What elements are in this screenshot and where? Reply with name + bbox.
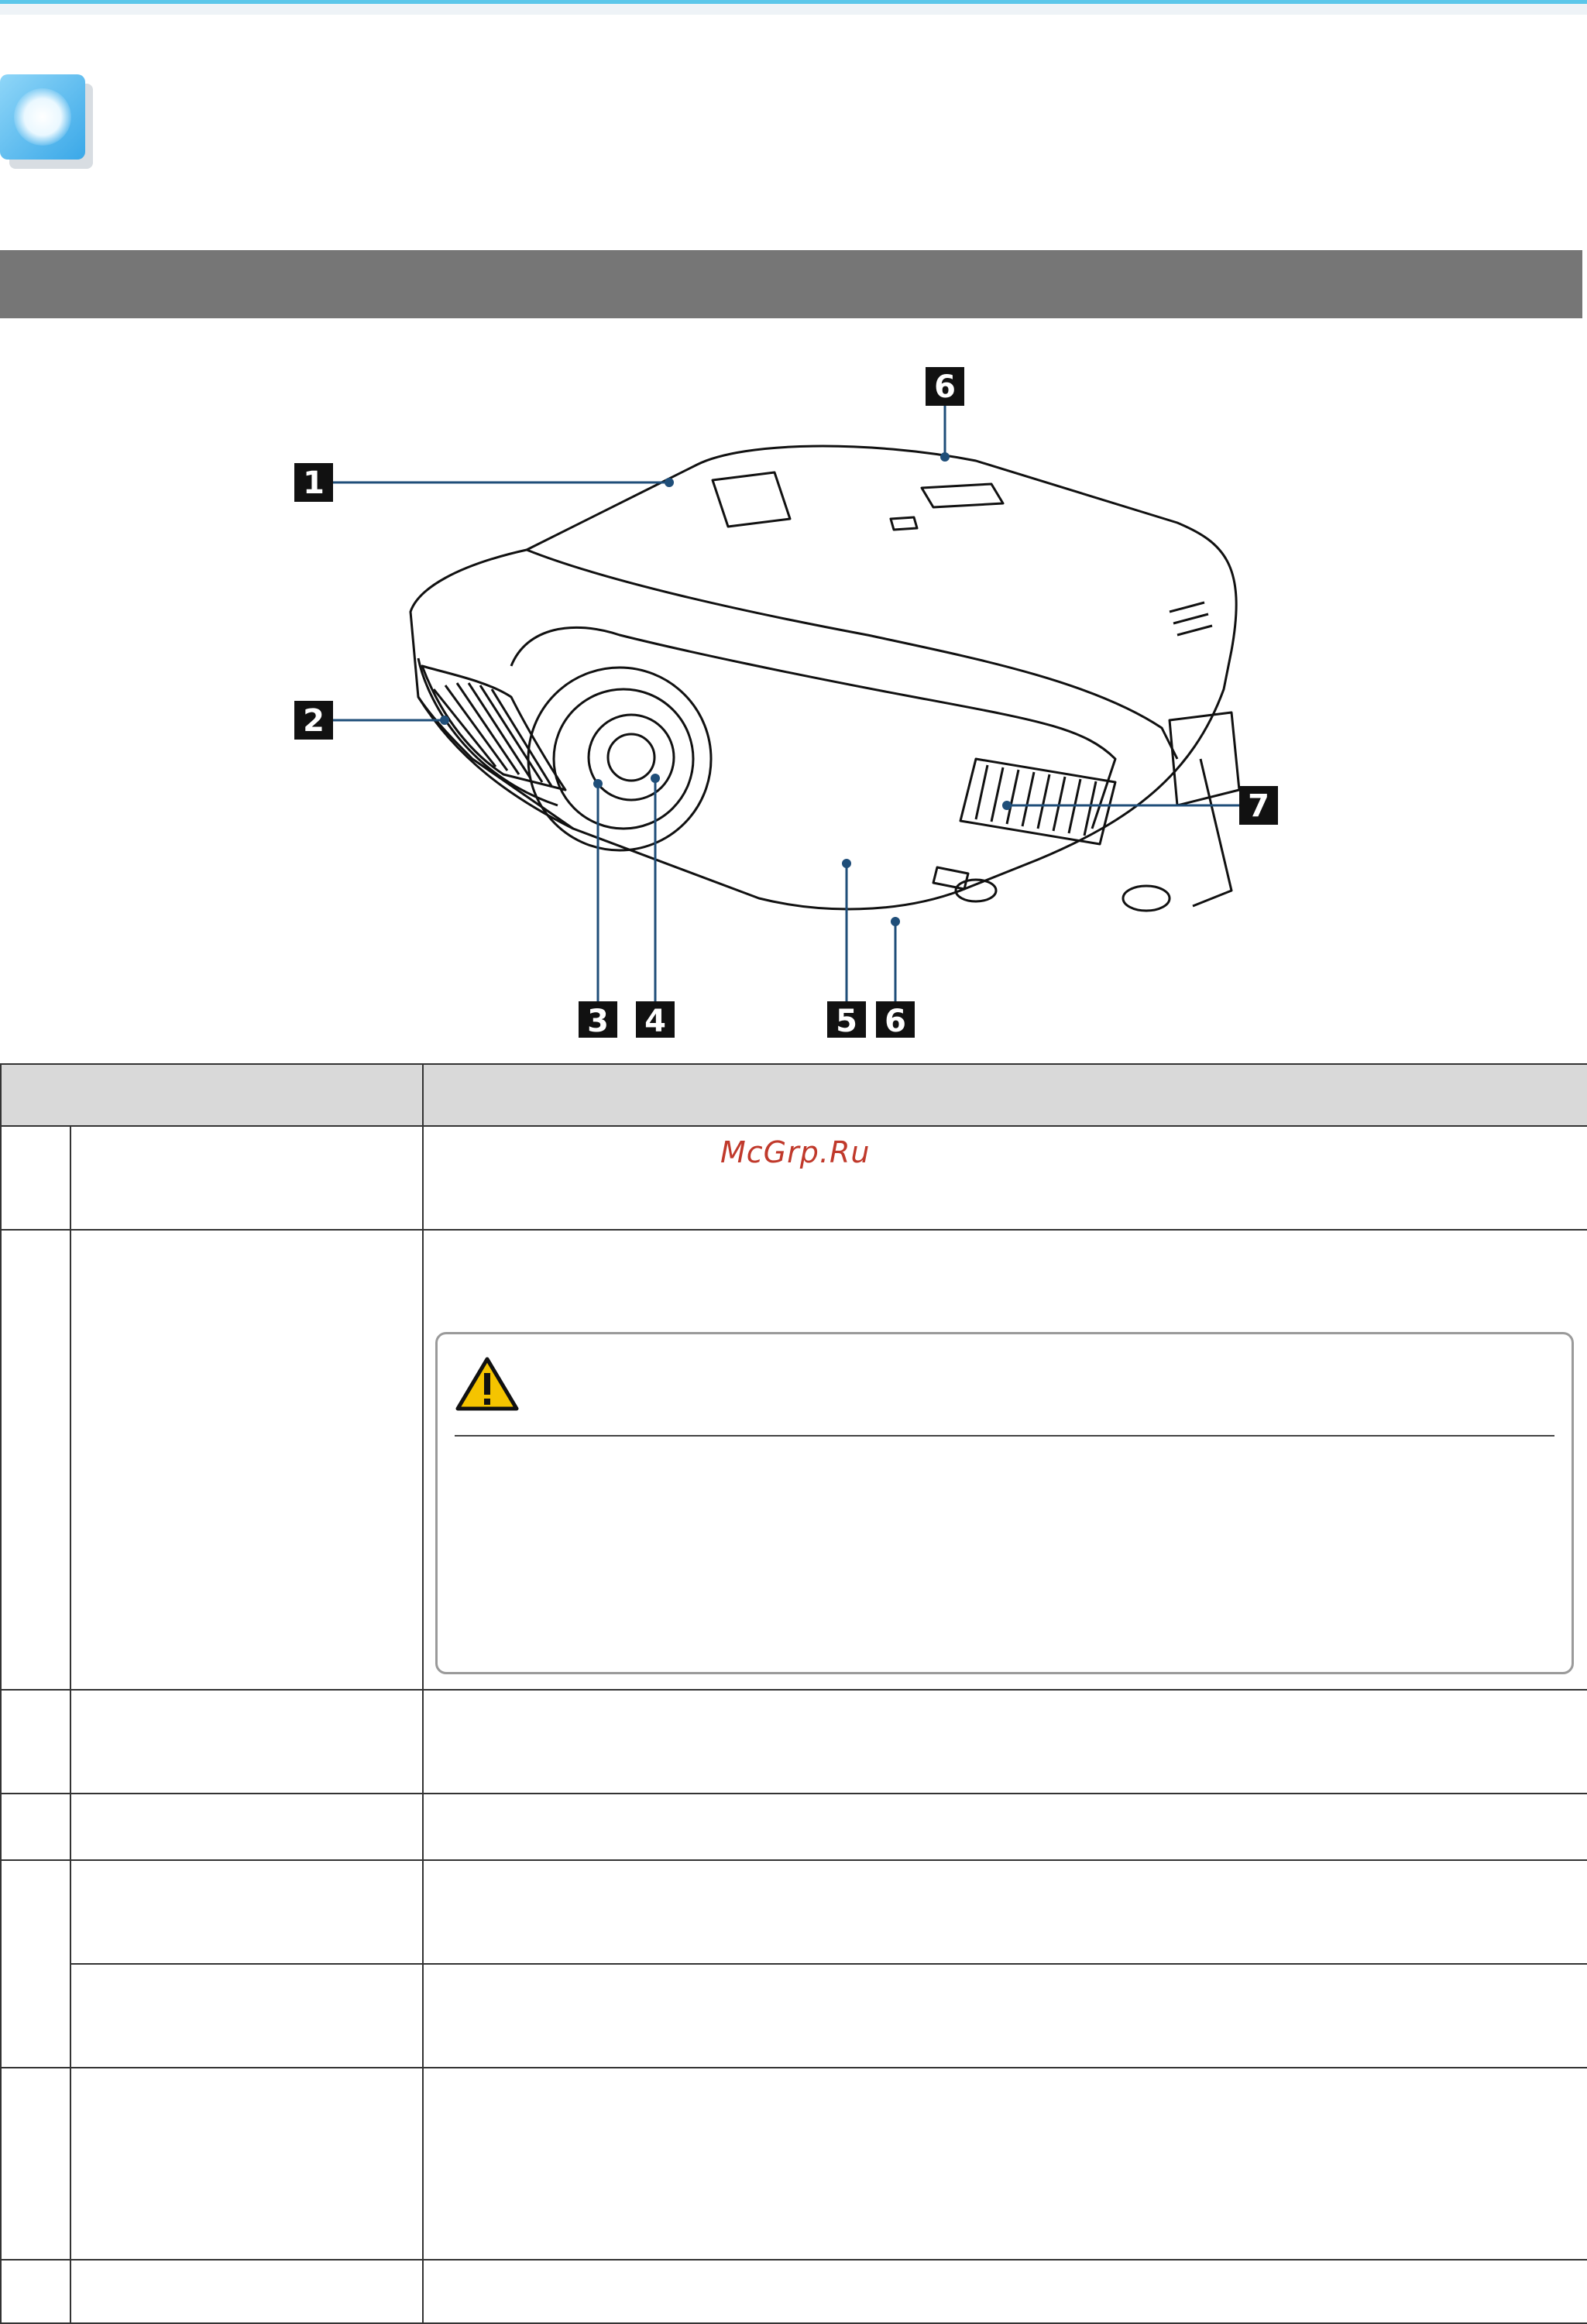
callout-6-top <box>926 367 964 406</box>
watermark-text: McGrp.Ru <box>720 1135 871 1169</box>
callout-5 <box>827 1001 866 1038</box>
caution-divider <box>455 1435 1554 1437</box>
svg-text:2: 2 <box>303 703 325 739</box>
callout-3 <box>579 1001 617 1038</box>
table-header-row <box>1 1064 1587 1126</box>
svg-text:4: 4 <box>644 1004 666 1038</box>
table-row <box>1 1690 1587 1794</box>
svg-text:3: 3 <box>587 1004 609 1038</box>
page-top-band <box>0 4 1587 15</box>
table-row <box>1 1964 1587 2068</box>
svg-text:5: 5 <box>836 1004 857 1038</box>
table-row <box>1 2068 1587 2260</box>
table-row <box>1 1860 1587 1964</box>
callout-7 <box>1239 786 1278 825</box>
svg-text:6: 6 <box>885 1004 906 1038</box>
table-row <box>1 1794 1587 1860</box>
callout-1 <box>294 463 333 502</box>
callout-2 <box>294 701 333 740</box>
caution-box <box>435 1332 1574 1674</box>
warning-triangle-icon <box>455 1356 520 1412</box>
table-row <box>1 2260 1587 2323</box>
projector-illustration <box>279 356 1317 1038</box>
callout-4 <box>636 1001 675 1038</box>
section-heading-bar <box>0 250 1582 318</box>
svg-text:1: 1 <box>303 465 325 501</box>
table-header-function <box>423 1064 1587 1126</box>
table-header-name <box>1 1064 423 1126</box>
chapter-icon <box>0 74 93 169</box>
svg-text:7: 7 <box>1248 788 1269 824</box>
callout-6-bottom <box>876 1001 915 1038</box>
parts-table <box>0 1063 1587 2324</box>
svg-text:6: 6 <box>934 369 956 405</box>
